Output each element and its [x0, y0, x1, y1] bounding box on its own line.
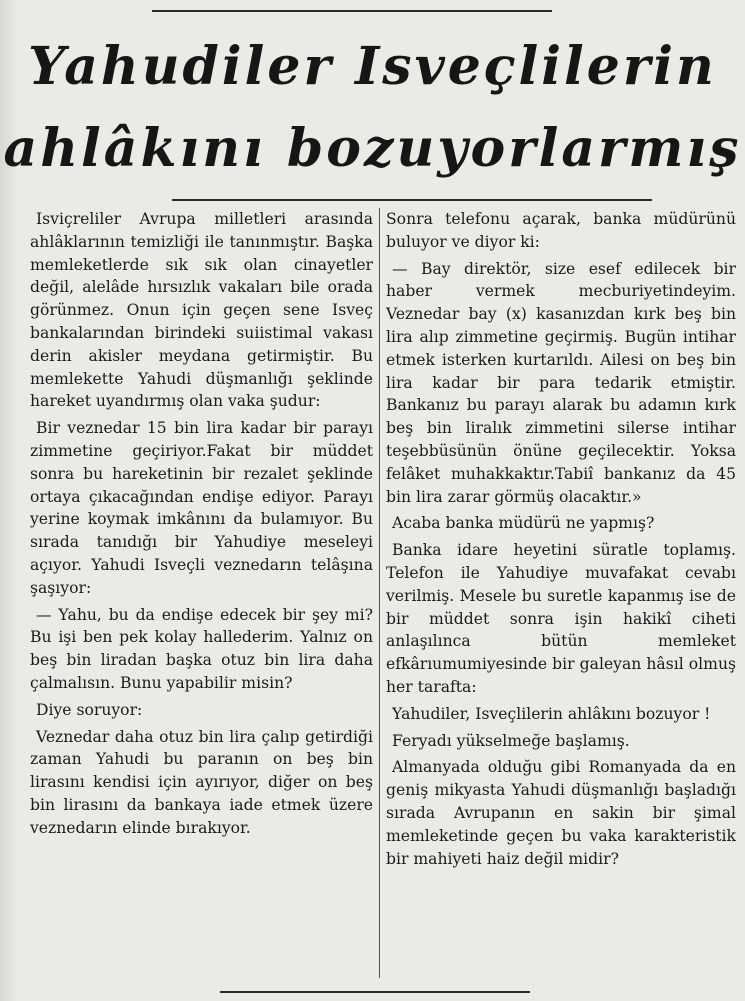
headline-line-2: ahlâkını bozuyorlarmış [3, 118, 742, 179]
paragraph: Feryadı yükselmeğe başlamış. [392, 731, 630, 750]
headline-line-1: Yahudiler Isveçlilerin [28, 36, 717, 97]
paragraph: Acaba banka müdürü ne yapmış? [392, 514, 655, 533]
article-column-left [30, 208, 373, 844]
paragraph: Yahudiler, Isveçlilerin ahlâkını bozuyor ! [392, 704, 711, 723]
paragraph: Isviçreliler Avrupa milletleri arasında ahlâklarının temizliği ile tanınmıştır. Başka memleketlerde sık sık olan cinayetler değil, alelâde hırsızlık vakaları bile orada görünmez. Onun için geçen sene Isveç bankalarından birindeki suiistimal vakası derin akisler meydana getirmiştir. Bu memlekette Yahudi düşmanlığı şeklinde hareket uyandırmış olan vaka şudur: [30, 210, 373, 411]
paragraph: Banka idare heyetini süratle toplamış. Telefon ile Yahudiye muvafakat cevabı verilmiş. Mesele bu suretle kapanmış ise de bir müddet sonra işin hakikî ciheti anlaşılınca bütün memleket efkârıumumiyesinde bir galeyan hâsıl olmuş her tarafta: [386, 541, 736, 696]
paragraph: Sonra telefonu açarak, banka müdürünü buluyor ve diyor ki: [386, 210, 736, 251]
paragraph: Veznedar daha otuz bin lira çalıp getirdiği zaman Yahudi bu paranın on beş bin lirasını kendisi için ayırıyor, diğer on beş bin lirasını da bankaya iade etmek üzere veznedarın elinde bırakıyor. [30, 727, 373, 837]
paragraph: Bir veznedar 15 bin lira kadar bir parayı zimmetine geçiriyor.Fakat bir müddet sonra bu hareketinin bir rezalet şeklinde ortaya çıkacağından endişe ediyor. Parayı yerine koymak imkânını da bulamıyor. Bu sırada tanıdığı bir Yahudiye meseleyi açıyor. Yahudi Isveçli veznedarın telâşına şaşıyor: [30, 419, 373, 597]
paragraph: Diye soruyor: [36, 700, 143, 719]
paragraph: — Yahu, bu da endişe edecek bir şey mi? Bu işi ben pek kolay hallederim. Yalnız on beş bin liradan başka otuz bin lira daha çalmalısın. Bunu yapabilir misin? [30, 605, 373, 692]
article-column-right [386, 208, 736, 874]
column-divider [379, 208, 380, 978]
top-rule [152, 10, 552, 12]
headline-rule [172, 199, 652, 201]
bottom-rule [220, 991, 530, 993]
paragraph: Almanyada olduğu gibi Romanyada da en geniş mikyasta Yahudi düşmanlığı başladığı sırada Avrupanın en sakin bir şimal memleketinde geçen bu vaka karakteristik bir mahiyeti haiz değil midir? [386, 758, 736, 868]
paragraph: — Bay direktör, size esef edilecek bir haber vermek mecburiyetindeyim. Veznedar bay (x) kasanızdan kırk beş bin lira alıp zimmetine geçirmiş. Bugün intihar etmek isterken kurtarıldı. Ailesi on beş bin lira kadar bir para tedarik etmiştir. Bankanız bu parayı alarak bu adamın kırk beş bin liralık zimmetini silerse intihar teşebbüsünün önüne geçilecektir. Yoksa felâket muhakkaktır.Tabiî bankanız da 45 bin lira zarar görmüş olacaktır.» [386, 259, 736, 506]
